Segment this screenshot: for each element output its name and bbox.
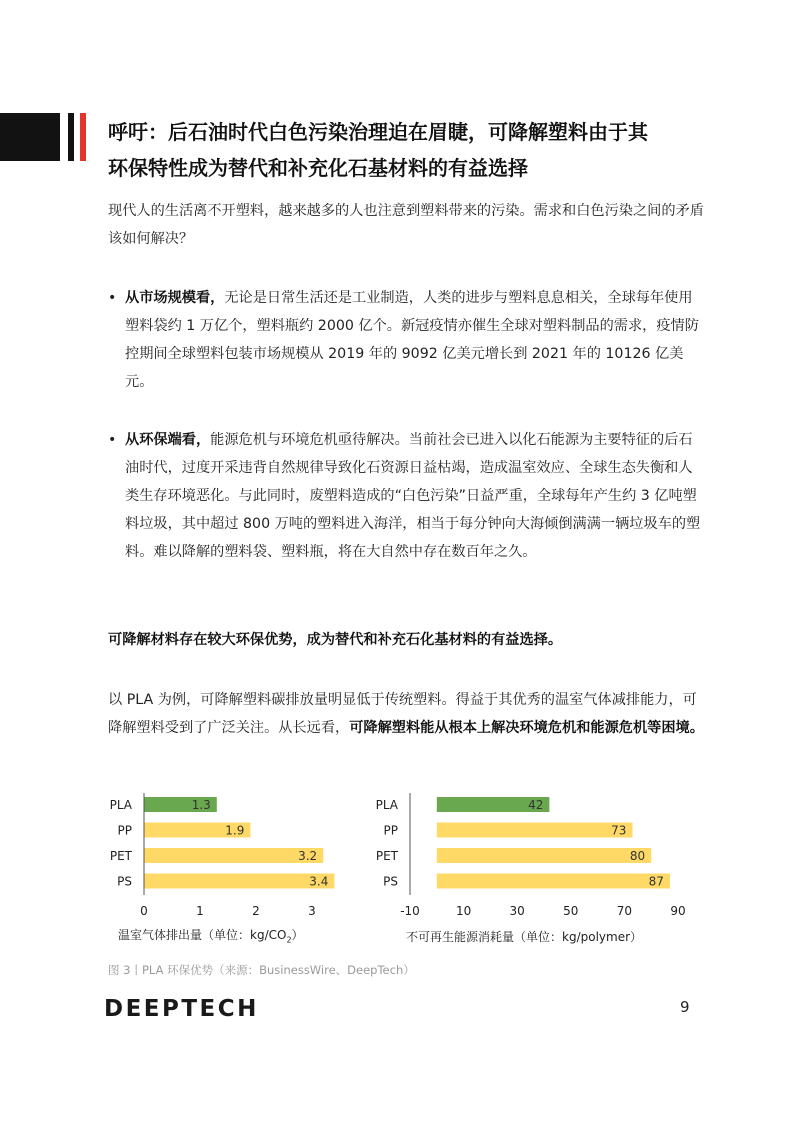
- ghg-bar-ps: [144, 874, 334, 889]
- energy-bar-pp: [437, 823, 633, 838]
- energy-consumption-xlabel: 不可再生能源消耗量（单位：kg/polymer）: [406, 930, 643, 944]
- energy-tick-label: 90: [670, 904, 686, 918]
- ghg-tick-label: 2: [252, 904, 260, 918]
- ghg-tick-label: 3: [308, 904, 316, 918]
- energy-tick-label: 50: [563, 904, 579, 918]
- ghg-category-label: PS: [117, 874, 132, 889]
- energy-tick-label: 70: [616, 904, 633, 918]
- energy-bar-pet: [437, 848, 651, 863]
- energy-category-label: PP: [383, 823, 398, 838]
- intro-paragraph: 现代人的生活离不开塑料，越来越多的人也注意到塑料带来的污染。需求和白色污染之间的矛盾该如何解决？: [108, 203, 704, 247]
- bullet-lead: 从市场规模看，: [125, 290, 225, 306]
- ghg-value-label: 3.2: [298, 849, 318, 863]
- figure-caption: 图 3丨PLA 环保优势（来源：BusinessWire、DeepTech）: [108, 963, 415, 977]
- ghg-category-label: PLA: [109, 798, 132, 812]
- energy-tick-label: -10: [400, 904, 420, 918]
- energy-value-label: 42: [528, 798, 544, 812]
- pla-paragraph: [108, 686, 708, 742]
- bullet-dot: •: [108, 432, 117, 448]
- energy-bar-ps: [437, 874, 670, 889]
- deeptech-logo: DEEPTECH: [104, 996, 259, 1022]
- pla-paragraph-text: 以 PLA 为例，可降解塑料碳排放量明显低于传统塑料。得益于其优秀的温室气体减排能力，可降解塑料受到了广泛关注。从长远看，: [108, 692, 697, 736]
- ghg-category-label: PP: [117, 823, 132, 838]
- energy-value-label: 73: [611, 823, 627, 838]
- energy-tick-label: 10: [455, 904, 472, 918]
- bold-statement: 可降解材料存在较大环保优势，成为替代和补充石化基材料的有益选择。: [108, 632, 563, 648]
- energy-tick-label: 30: [509, 904, 525, 918]
- energy-consumption-chart: [375, 790, 700, 950]
- energy-consumption-chart-svg: [375, 790, 700, 926]
- section-title-line-2: 环保特性成为替代和补充化石基材料的有益选择: [108, 156, 528, 180]
- energy-category-label: PS: [383, 874, 398, 889]
- ghg-category-label: PET: [109, 849, 132, 863]
- title-accent-bar-red: [80, 113, 86, 161]
- bullet-lead: 从环保端看，: [125, 432, 211, 448]
- energy-value-label: 80: [629, 849, 646, 863]
- title-accent-bar-black: [68, 113, 74, 161]
- section-title: [108, 114, 708, 186]
- page-number: 9: [680, 998, 690, 1016]
- ghg-value-label: 1.3: [191, 798, 211, 812]
- ghg-tick-label: 1: [196, 904, 204, 918]
- ghg-emission-xlabel: 温室气体排出量（单位：$kg/CO_2$）: [118, 928, 304, 945]
- ghg-tick-label: 0: [140, 904, 148, 918]
- ghg-value-label: 3.4: [309, 874, 329, 889]
- section-title-line-1: 呼吁：后石油时代白色污染治理迫在眉睫，可降解塑料由于其: [108, 120, 648, 144]
- energy-category-label: PLA: [375, 798, 398, 812]
- bullet-body: 无论是日常生活还是工业制造，人类的进步与塑料息息相关，全球每年使用塑料袋约 1 万亿个，塑料瓶约 2000 亿个。新冠疫情亦催生全球对塑料制品的需求，疫情防控期间全球塑料包装市场规模从 2019 年的 9092 亿美元增长到 2021 年的 10126 亿美元。: [125, 290, 699, 390]
- energy-category-label: PET: [375, 849, 398, 863]
- ghg-bar-pet: [144, 848, 323, 863]
- energy-value-label: 87: [648, 874, 664, 889]
- corner-black-block: [0, 113, 60, 161]
- bullet-dot: •: [108, 290, 117, 306]
- ghg-value-label: 1.9: [225, 823, 245, 838]
- ghg-emission-chart-svg: [100, 790, 360, 926]
- pla-paragraph-bold: 可降解塑料能从根本上解决环境危机和能源危机等困境。: [349, 720, 704, 736]
- bullet-body: 能源危机与环境危机亟待解决。当前社会已进入以化石能源为主要特征的后石油时代，过度开采违背自然规律导致化石资源日益枯竭，造成温室效应、全球生态失衡和人类生存环境恶化。与此同时，废塑料造成的“白色污染”日益严重，全球每年产生约 3 亿吨塑料垃圾，其中超过 800 万吨的塑料进入海洋，相当于每分钟向大海倾倒满满一辆垃圾车的塑料。难以降解的塑料袋、塑料瓶，将在大自然中存在数百年之久。: [125, 432, 701, 560]
